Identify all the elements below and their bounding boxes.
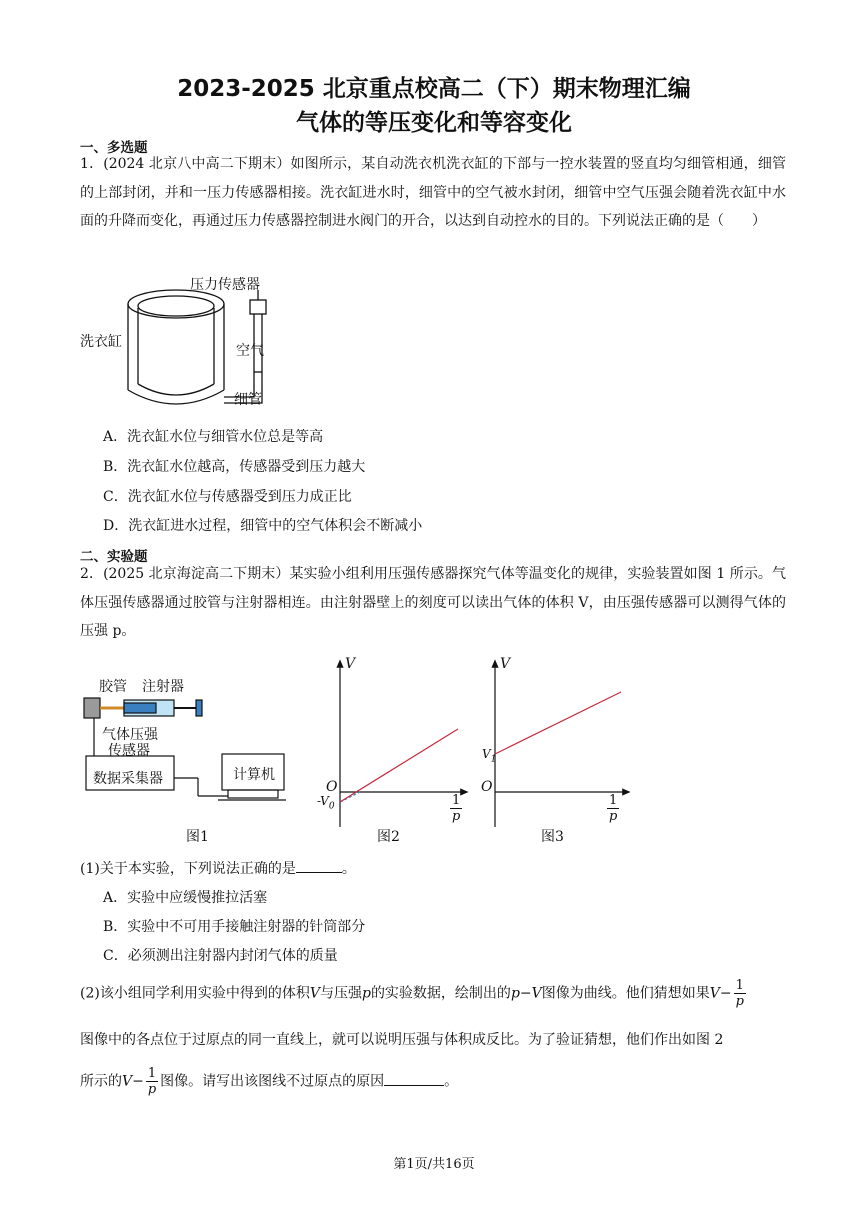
section-heading-experiment: 二、实验题 xyxy=(80,549,148,565)
sub1-blank xyxy=(296,872,342,873)
fig1-label-computer: 计算机 xyxy=(233,767,275,783)
figure-label-sensor: 压力传感器 xyxy=(190,277,260,293)
fig2-intercept-text: -V xyxy=(317,794,329,808)
question-2-stem: 2．(2025 北京海淀高二下期末）某实验小组利用压强传感器探究气体等温变化的规律，实验装置如图 1 所示。气体压强传感器通过胶管与注射器相连。由注射器壁上的刻度可以读出气体的体积 V，由压强传感器可以测得气体的压强 p。 xyxy=(80,566,786,639)
sub2-frac-num: 1 xyxy=(735,978,744,993)
fig2-caption: 图2 xyxy=(377,829,400,845)
sub2-dash: − xyxy=(719,985,732,1002)
sub2-part1: (2)该小组同学利用实验中得到的体积 xyxy=(80,985,310,1002)
fig1-label-sensor-1: 气体压强 xyxy=(102,727,158,743)
fig1-caption: 图1 xyxy=(186,829,209,845)
fig3-intercept-text: V xyxy=(482,747,491,761)
sub2-line1 xyxy=(80,978,748,1009)
sub2-pv: p−V xyxy=(510,985,542,1002)
sub1-option-a: A．实验中应缓慢推拉活塞 xyxy=(103,890,268,906)
q1-option-b: B．洗衣缸水位越高，传感器受到压力越大 xyxy=(103,459,366,475)
page-title-line1: 2023-2025 北京重点校高二（下）期末物理汇编 xyxy=(177,76,691,102)
sub2-p: p xyxy=(361,985,371,1002)
page-title-line2: 气体的等压变化和等容变化 xyxy=(296,110,572,136)
fig3-label-v: V xyxy=(500,656,511,672)
sub2-part3: 的实验数据，绘制出的 xyxy=(370,985,511,1002)
q1-option-a: A．洗衣缸水位与细管水位总是等高 xyxy=(103,429,324,445)
figure-label-tank: 洗衣缸 xyxy=(80,334,122,350)
fig2-intercept-sub: 0 xyxy=(328,801,335,812)
fig1-label-hose: 胶管 xyxy=(99,679,127,695)
sub2-line3-dash: − xyxy=(132,1073,144,1090)
fig3-label-origin: O xyxy=(481,779,493,795)
sub2-line3 xyxy=(80,1066,458,1097)
fig2-x-den: p xyxy=(451,809,461,824)
figure-label-air: 空气 xyxy=(236,343,264,359)
sub2-line3-frac-num: 1 xyxy=(147,1066,157,1081)
sub2-v: V xyxy=(309,985,320,1002)
fig3-label-intercept xyxy=(482,747,496,764)
sub2-line2: 图像中的各点位于过原点的同一直线上，就可以说明压强与体积成反比。为了验证猜想，他们作出如图 2 xyxy=(80,1032,724,1048)
sub2-line3-end: 。 xyxy=(444,1073,459,1090)
sub2-line3-after: 图像。请写出该图线不过原点的原因 xyxy=(160,1073,385,1090)
question-1-stem: 1．(2024 北京八中高二下期末）如图所示，某自动洗衣机洗衣缸的下部与一控水装置的竖直均匀细管相通，细管的上部封闭，并和一压力传感器相接。洗衣缸进水时，细管中的空气被水封闭，细管中空气压强会随着洗衣缸中水面的升降而变化，再通过压力传感器控制进水阀门的开合，以达到自动控水的目的。下列说法正确的是（ ） xyxy=(80,156,786,229)
fig1-label-syringe: 注射器 xyxy=(142,679,184,695)
fig3-intercept-sub: 1 xyxy=(490,754,497,765)
fig3-x-den: p xyxy=(608,809,618,824)
sub2-frac-den: p xyxy=(735,994,744,1009)
sub1-option-c: C．必须测出注射器内封闭气体的质量 xyxy=(103,948,338,964)
sub1-stem-text: (1)关于本实验，下列说法正确的是 xyxy=(80,861,296,877)
figure-label-tube: 细管 xyxy=(234,392,262,408)
sub2-line3-before: 所示的 xyxy=(80,1073,122,1090)
fig3-x-num: 1 xyxy=(609,793,618,808)
q1-option-c: C．洗衣缸水位与传感器受到压力成正比 xyxy=(103,489,352,505)
fig3-x-label xyxy=(605,793,621,824)
fig3-caption: 图3 xyxy=(541,829,564,845)
sub1-stem xyxy=(80,858,356,878)
page-footer: 第1页/共16页 xyxy=(393,1157,475,1172)
fig2-label-v: V xyxy=(345,656,356,672)
section-heading-multi-choice: 一、多选题 xyxy=(80,140,148,156)
sub1-stem-end: 。 xyxy=(341,861,356,877)
sub1-option-b: B．实验中不可用手接触注射器的针筒部分 xyxy=(103,919,366,935)
fig2-label-origin: O xyxy=(326,779,338,795)
fig1-label-sensor-2: 传感器 xyxy=(108,743,150,759)
sub2-part2: 与压强 xyxy=(319,985,362,1002)
q1-option-d: D．洗衣缸进水过程，细管中的空气体积会不断减小 xyxy=(103,518,423,534)
fig2-x-num: 1 xyxy=(452,793,461,808)
sub2-line3-v: V xyxy=(122,1073,133,1090)
sub2-part4: 图像为曲线。他们猜想如果 xyxy=(541,985,710,1002)
fig2-label-intercept xyxy=(317,794,335,811)
sub2-line3-frac-den: p xyxy=(147,1082,157,1097)
sub2-blank xyxy=(384,1085,444,1086)
sub2-v2: V xyxy=(709,985,720,1002)
fig1-label-collector: 数据采集器 xyxy=(93,771,163,787)
